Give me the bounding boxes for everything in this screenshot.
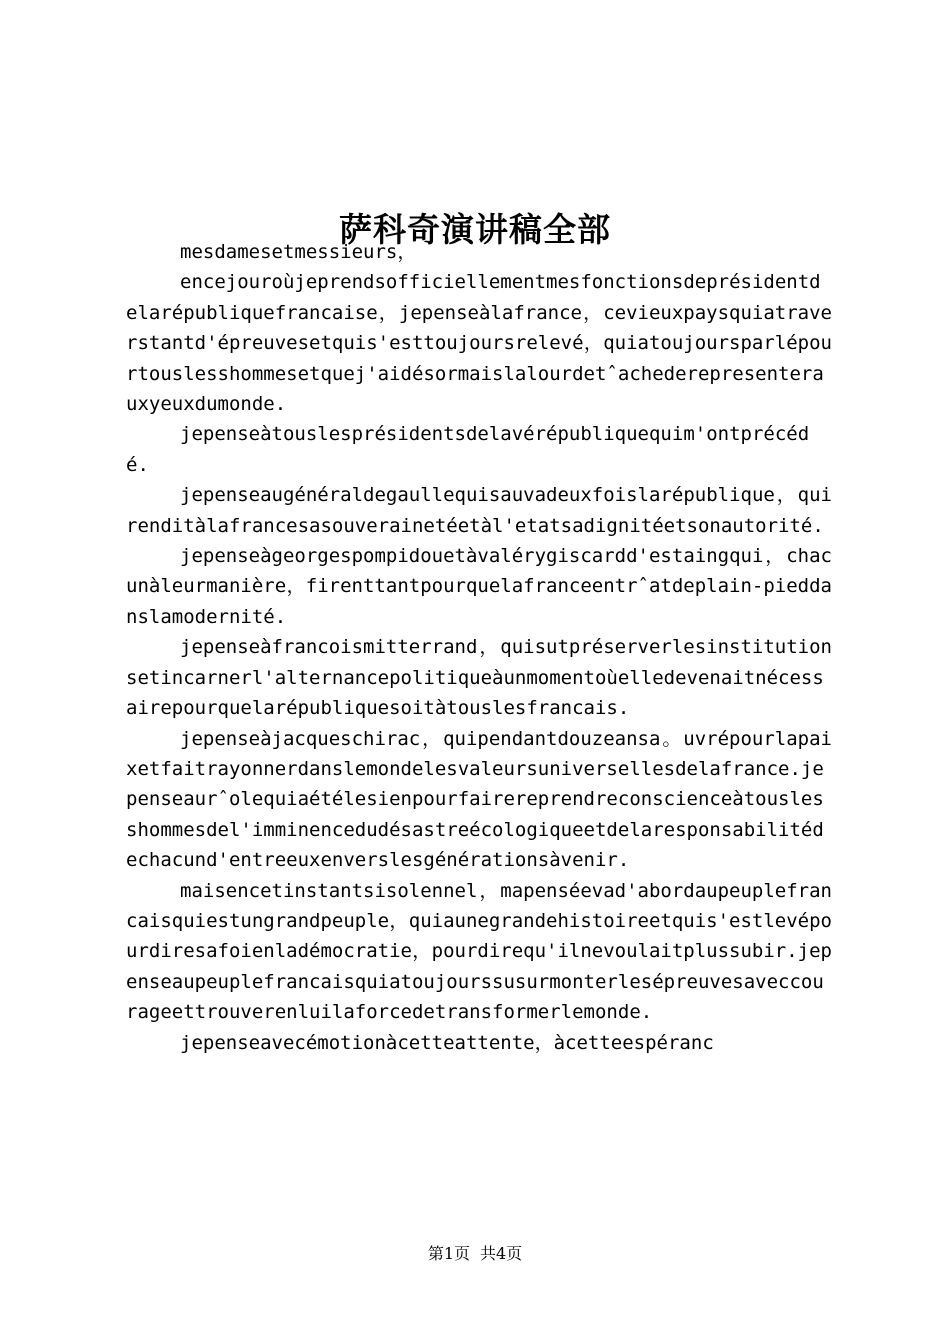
paragraph-chirac: jepenseàjacqueschirac，quipendantdouzeansa。uvrépourlapaixetfaitrayonnerdanslemondelesvaleursuniversellesdelafrance.jepenseaurˆolequiaétélesienpourfairereprendreconscienceàtouslesshommesdel'imminencedudésastreécologiqueetdelaresponsabilitédechacund'entreeuxenverslesgénérationsàvenir. — [126, 727, 832, 872]
document-title: 萨科奇演讲稿全部 — [339, 210, 611, 250]
page-number: 第1页 — [427, 1244, 470, 1263]
paragraph-degaulle: jepenseaugénéraldegaullequisauvadeuxfoislarépublique，quirenditàlafrancesasouverainetéetàl'etatsadignitéetsonautorité. — [126, 484, 832, 537]
paragraph-mitterrand: jepenseàfrancoismitterrand，quisutpréserverlesinstitutionsetincarnerl'alternancepolitiqueàunmomentoùelledevenaitnécessairepourquelarépubliquesoitàtouslesfrancais. — [126, 636, 832, 720]
page-total: 共4页 — [480, 1244, 523, 1263]
paragraph-salutation: mesdamesetmessieurs， — [180, 241, 417, 263]
paragraph-presidents: jepenseàtouslesprésidentsdelavérépubliquequim'ontprécédé. — [126, 423, 810, 476]
paragraph-intro: encejouroùjeprendsofficiellementmesfonctionsdeprésidentdelarépubliquefrancaise，jepenseàlafrance，ceviеuxpaysquiatraverstantd'épreuvesetquis'esttoujoursrelevé，quiatoujoursparlépourtouslesshommesetquej'aidésormaislalourdetˆachederepresenterauxyeuxdumonde. — [126, 271, 832, 416]
paragraph-pompidou-giscard: jepenseàgeorgespompidouetàvalérygiscardd'estaingqui，chacunàleurmanière，firenttantpourquelafranceentrˆatdeplain-pieddanslamodernité. — [126, 545, 832, 628]
document-body — [126, 237, 832, 1058]
page-footer — [0, 1243, 950, 1265]
paragraph-peuple: maisencetinstantsisolennel，mapenséevad'abordaupeuplefrancaisquiestungrandpeuple，quiaunegrandehistoireetquis'estlevépourdiresafoienladémocratie，pourdirequ'ilnevoulaitplussubir.jepenseaupeuplefrancaisquiatoujourssusurmonterlesépreuvesaveccourageettrouverenluilaforcedetransformerlemonde. — [126, 879, 832, 1024]
paragraph-emotion: jepenseavecémotionàcetteattente，àcetteespéranc — [180, 1031, 714, 1054]
